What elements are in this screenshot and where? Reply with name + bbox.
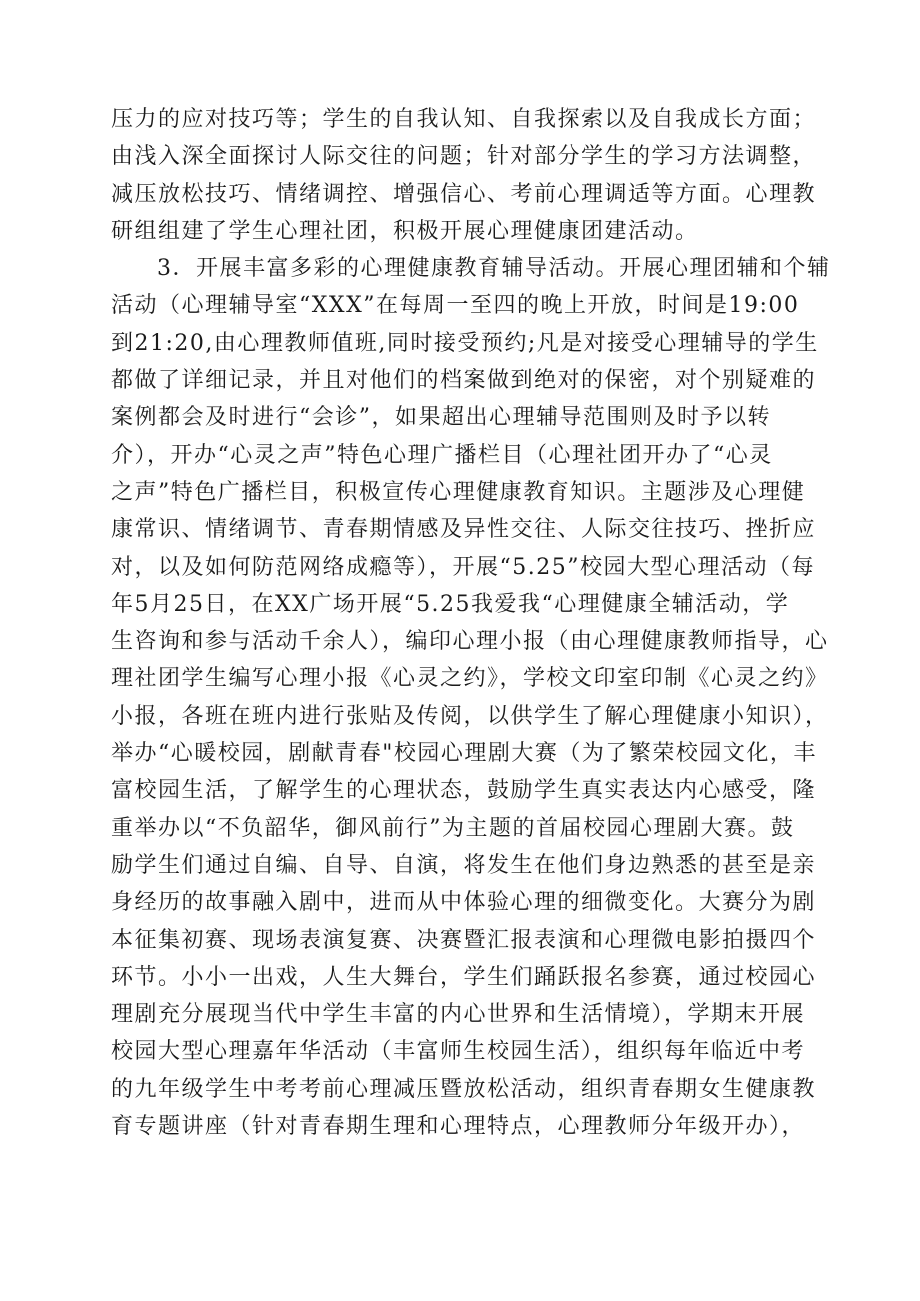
text-line: 富校园生活，了解学生的心理状态，鼓励学生真实表达内心感受，隆 — [111, 778, 817, 804]
text-line: 身经历的故事融入剧中，进而从中体验心理的细微变化。大赛分为剧 — [111, 890, 817, 916]
text-line: 重举办以“不负韶华，御风前行”为主题的首届校园心理剧大赛。鼓 — [111, 815, 795, 841]
text-line: 年5月25日，在XX广场开展“5.25我爱我“心理健康全辅活动，学 — [111, 591, 790, 617]
text-line: 的九年级学生中考考前心理减压暨放松活动，组织青春期女生健康教 — [111, 1076, 817, 1102]
text-line: 之声”特色广播栏目，积极宣传心理健康教育知识。主题涉及心理健 — [111, 479, 806, 505]
text-line: 本征集初赛、现场表演复赛、决赛暨汇报表演和心理微电影拍摄四个 — [111, 927, 817, 953]
text-line: 理社团学生编写心理小报《心灵之约》，学校文印室印制《心灵之约》 — [111, 666, 829, 692]
text-line: 环节。小小一出戏，人生大舞台，学生们踊跃报名参赛，通过校园心 — [111, 964, 817, 990]
text-line: 校园大型心理嘉年华活动（丰富师生校园生活），组织每年临近中考 — [111, 1039, 806, 1065]
text-line: 介），开办“心灵之声”特色心理广播栏目（心理社团开办了“心灵 — [111, 442, 773, 468]
text-line: 到21:20,由心理教师值班,同时接受预约;凡是对接受心理辅导的学生 — [111, 330, 819, 356]
text-line: 活动（心理辅导室“XXX”在每周一至四的晚上开放，时间是19:00 — [111, 293, 800, 319]
text-line: 理剧充分展现当代中学生丰富的内心世界和生活情境），学期末开展 — [111, 1002, 806, 1028]
text-line: 压力的应对技巧等；学生的自我认知、自我探索以及自我成长方面； — [111, 107, 817, 132]
text-line: 对，以及如何防范网络成瘾等），开展“5.25”校园大型心理活动（每 — [111, 554, 815, 580]
text-line: 都做了详细记录，并且对他们的档案做到绝对的保密，对个别疑难的 — [111, 368, 817, 394]
text-line: 由浅入深全面探讨人际交往的问题；针对部分学生的学习方法调整， — [111, 144, 817, 170]
text-line: 减压放松技巧、情绪调控、增强信心、考前心理调适等方面。心理教 — [111, 181, 817, 207]
text-line: 研组组建了学生心理社团，积极开展心理健康团建活动。 — [111, 218, 699, 244]
section-3-heading-line: 3．开展丰富多彩的心理健康教育辅导活动。开展心理团辅和个辅 — [157, 256, 831, 282]
text-line: 育专题讲座（针对青春期生理和心理特点，心理教师分年级开办）， — [111, 1114, 806, 1140]
body-text — [111, 101, 831, 1145]
text-line: 励学生们通过自编、自导、自演，将发生在他们身边熟悉的甚至是亲 — [111, 852, 817, 878]
text-line: 举办“心暖校园，剧献青春"校园心理剧大赛（为了繁荣校园文化，丰 — [111, 741, 817, 767]
text-line: 康常识、情绪调节、青春期情感及异性交往、人际交往技巧、挫折应 — [111, 517, 817, 543]
text-line: 案例都会及时进行“会诊”，如果超出心理辅导范围则及时予以转 — [111, 405, 771, 431]
text-line: 生咨询和参与活动千余人），编印心理小报（由心理健康教师指导，心 — [111, 629, 829, 655]
text-line: 小报，各班在班内进行张贴及传阅，以供学生了解心理健康小知识）， — [111, 703, 829, 729]
